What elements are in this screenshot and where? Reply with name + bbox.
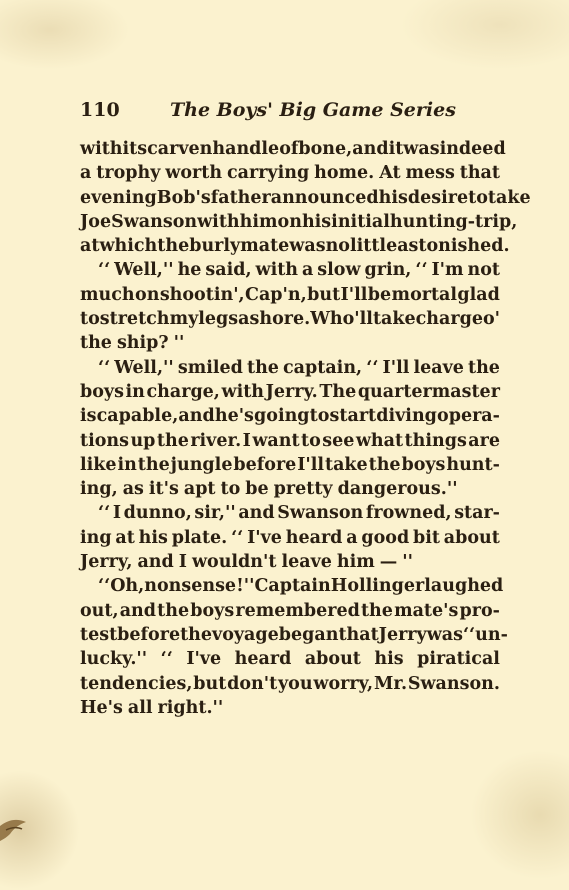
text-line: the ship? '' xyxy=(80,333,185,354)
page-header xyxy=(80,97,500,123)
text-line: Joe Swanson with him on his initial hunting-trip, xyxy=(80,211,518,232)
text-line: He's all right.'' xyxy=(80,697,224,718)
text-line: ing, as it's apt to be pretty dangerous.'' xyxy=(80,479,458,500)
text-line: out, and the boys remembered the mate's pro- xyxy=(80,600,500,621)
page-number: 110 xyxy=(80,99,120,121)
text-line: boys in charge, with Jerry. The quartermaster xyxy=(80,381,500,402)
text-line: is capable, and he's going to start diving opera- xyxy=(80,406,500,427)
paper-stain xyxy=(0,0,130,70)
paper-stain xyxy=(400,0,569,70)
text-line: at which the burly mate was no little astonished. xyxy=(80,236,510,257)
text-line: like in the jungle before I'll take the boys hunt- xyxy=(80,454,500,475)
text-line: ‘‘ Well,'' he said, with a slow grin, ‘‘ I'm not xyxy=(98,260,500,281)
running-title: The Boys' Big Game Series xyxy=(170,99,456,121)
text-line: test before the voyage began that Jerry was ‘‘ un- xyxy=(80,624,508,645)
text-line: tendencies, but don't you worry, Mr. Swanson. xyxy=(80,673,500,694)
page-body-text xyxy=(80,137,531,720)
text-line: ‘‘ I dunno, sir,'' and Swanson frowned, star- xyxy=(98,503,500,524)
text-line: tions up the river. I want to see what things are xyxy=(80,430,500,451)
text-line: ‘‘ Oh, nonsense! '' Captain Hollinger laughed xyxy=(98,576,504,597)
text-line: a trophy worth carrying home. At mess that xyxy=(80,163,500,184)
text-line: evening Bob's father announced his desire to take xyxy=(80,187,531,208)
text-line: much on shootin', Cap'n, but I'll be mortal glad xyxy=(80,284,500,305)
text-line: with its carven handle of bone, and it was indeed xyxy=(80,139,506,159)
corner-ink-mark xyxy=(0,812,34,842)
text-line: ‘‘ Well,'' smiled the captain, ‘‘ I'll leave the xyxy=(98,357,500,378)
text-line: ing at his plate. ‘‘ I've heard a good bit about xyxy=(80,527,500,548)
text-line: to stretch my legs ashore. Who'll take charge o' xyxy=(80,309,500,330)
text-line: Jerry, and I wouldn't leave him — '' xyxy=(80,552,414,573)
text-line: lucky.'' ‘‘ I've heard about his piratical xyxy=(80,649,500,670)
